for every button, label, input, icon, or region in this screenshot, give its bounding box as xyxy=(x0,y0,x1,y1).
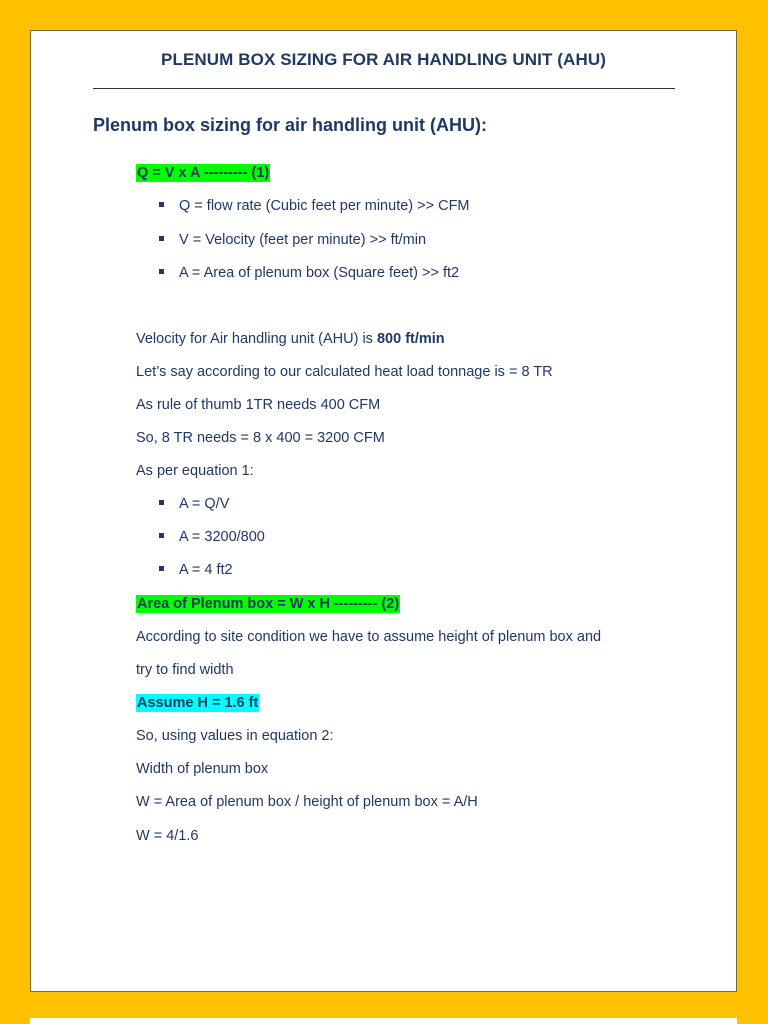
definition-text: Q = flow rate (Cubic feet per minute) >> CFM xyxy=(179,198,470,214)
definition-item xyxy=(159,232,426,248)
bullet-square-icon xyxy=(159,533,164,538)
width-value: W = 4/1.6 xyxy=(136,828,199,844)
definition-item xyxy=(159,198,470,214)
page-title: PLENUM BOX SIZING FOR AIR HANDLING UNIT (AHU) xyxy=(161,50,606,69)
tonnage-line: Let’s say according to our calculated heat load tonnage is = 8 TR xyxy=(136,364,553,380)
height-assumption: Assume H = 1.6 ft xyxy=(137,695,259,711)
velocity-prefix: Velocity for Air handling unit (AHU) is xyxy=(136,331,377,347)
document-page xyxy=(30,30,737,992)
bullet-square-icon xyxy=(159,500,164,505)
equation-2: Area of Plenum box = W x H --------- (2) xyxy=(137,596,400,612)
area-step-item xyxy=(159,496,229,512)
definition-text: A = Area of plenum box (Square feet) >> ft2 xyxy=(179,265,460,281)
bullet-square-icon xyxy=(159,566,164,571)
area-step-text: A = 4 ft2 xyxy=(179,562,233,578)
assumption-line xyxy=(136,695,259,711)
area-step-text: A = Q/V xyxy=(179,496,230,512)
bullet-square-icon xyxy=(159,269,164,274)
area-step-item xyxy=(159,529,265,545)
area-step-text: A = 3200/800 xyxy=(179,529,265,545)
velocity-line xyxy=(136,331,445,347)
thumb-rule-line: As rule of thumb 1TR needs 400 CFM xyxy=(136,397,381,413)
velocity-value: 800 ft/min xyxy=(376,331,445,347)
cfm-line: So, 8 TR needs = 8 x 400 = 3200 CFM xyxy=(136,430,385,446)
bullet-square-icon xyxy=(159,236,164,241)
equation-1: Q = V x A --------- (1) xyxy=(137,165,270,181)
definition-item xyxy=(159,265,459,281)
equation-1-line xyxy=(136,165,270,181)
section-heading: Plenum box sizing for air handling unit (AHU): xyxy=(93,115,487,135)
title-underline xyxy=(93,88,675,89)
bullet-square-icon xyxy=(159,202,164,207)
next-page-edge xyxy=(30,1018,737,1024)
area-step-item xyxy=(159,562,233,578)
equation-2-line xyxy=(136,596,400,612)
definition-text: V = Velocity (feet per minute) >> ft/min xyxy=(179,232,427,248)
equation-1-reference: As per equation 1: xyxy=(136,463,254,479)
width-label: Width of plenum box xyxy=(136,761,269,777)
site-condition-line-continued: try to find width xyxy=(136,662,234,678)
width-formula: W = Area of plenum box / height of plenum box = A/H xyxy=(136,794,478,810)
equation-2-reference: So, using values in equation 2: xyxy=(136,728,334,744)
site-condition-line: According to site condition we have to assume height of plenum box and xyxy=(136,629,602,645)
